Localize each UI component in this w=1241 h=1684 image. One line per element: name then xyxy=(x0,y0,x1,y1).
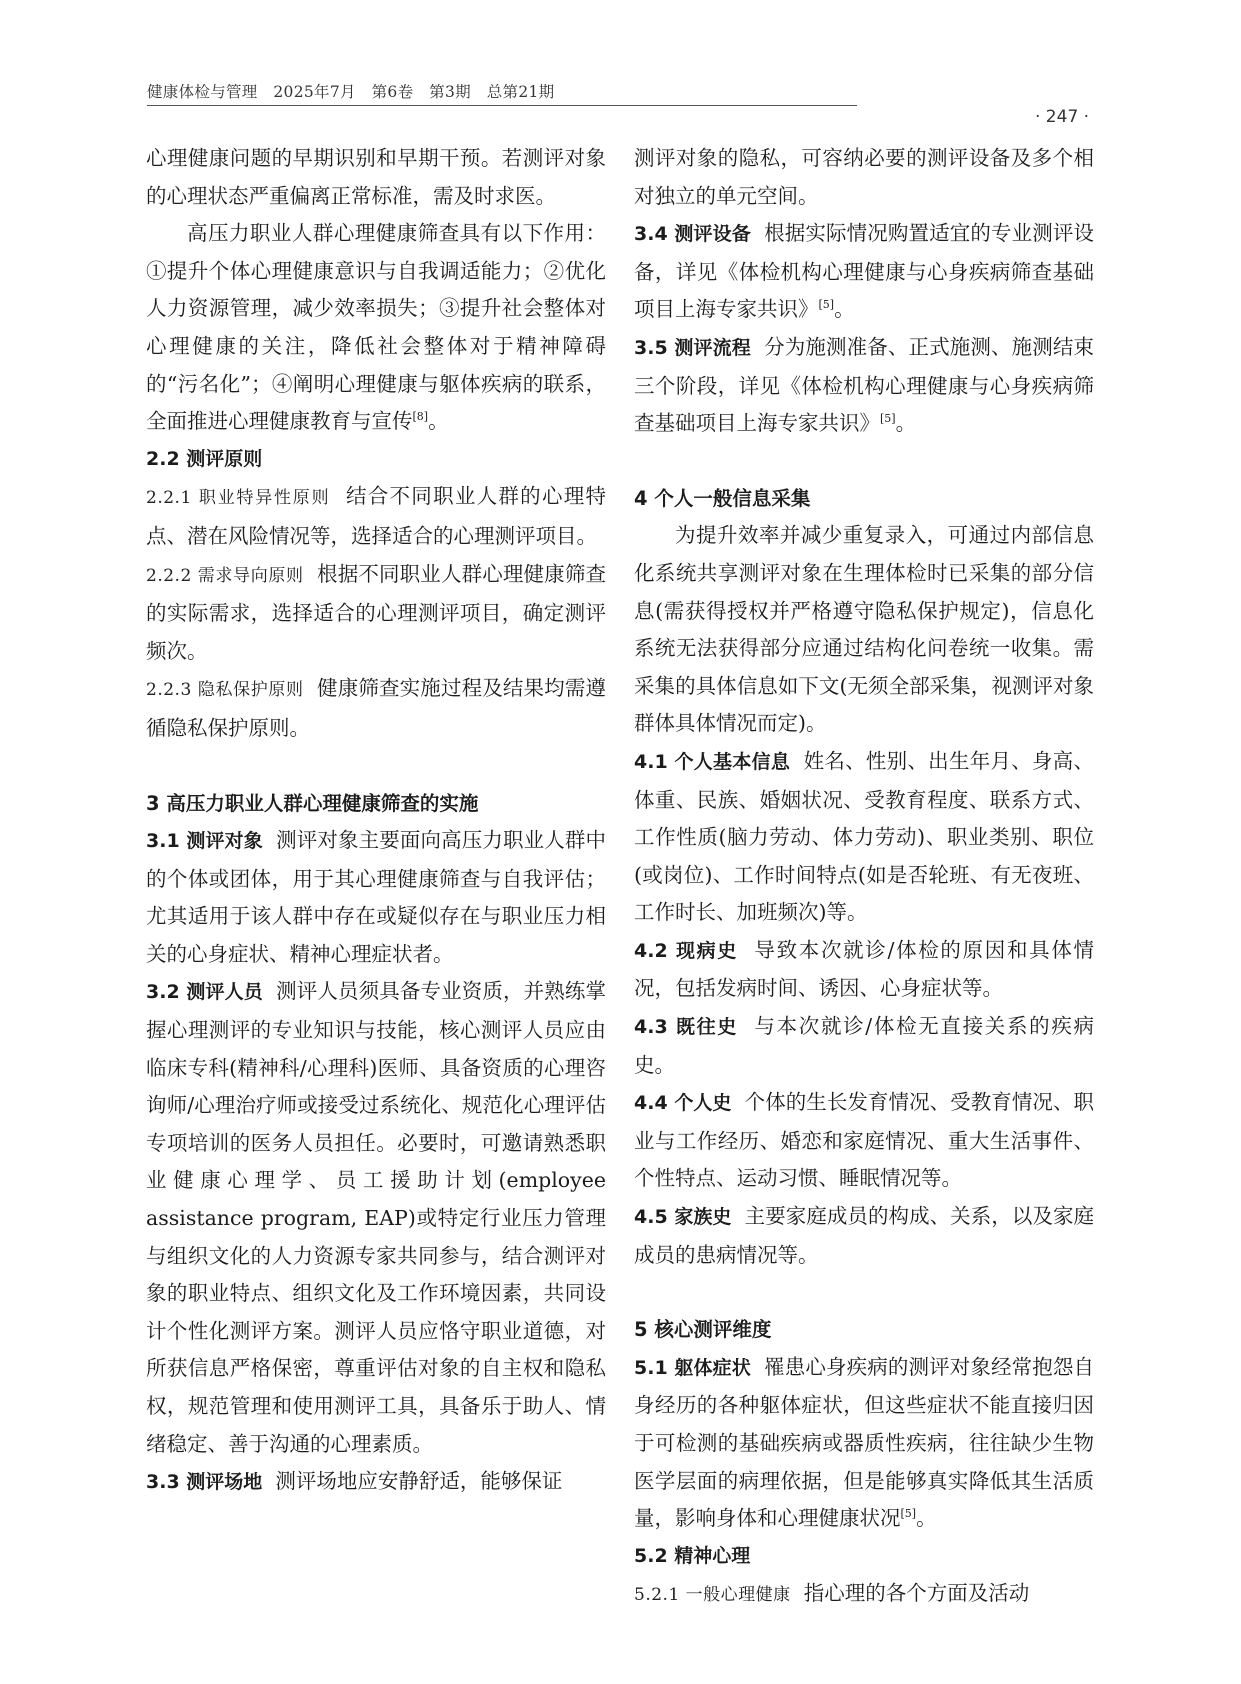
paragraph-5-1 xyxy=(634,1349,1094,1538)
paragraph-4-4 xyxy=(634,1084,1094,1198)
run-in-heading: 3.2 测评人员 xyxy=(146,981,263,1004)
paragraph-intro-cont: 心理健康问题的早期识别和早期干预。若测评对象的心理状态严重偏离正常标准，需及时求医。 xyxy=(146,146,606,208)
run-in-heading: 3.3 测评场地 xyxy=(146,1471,263,1494)
paragraph-3-5 xyxy=(634,329,1094,443)
spacer xyxy=(634,443,1094,480)
text: 结合不同职业人群的心理特点、潜在风险情况等，选择适合的心理测评项目。 xyxy=(146,484,606,548)
text: 根据实际情况购置适宜的专业测评设备，详见《体检机构心理健康与心身疾病筛查基础项目上海专家共识》 xyxy=(634,221,1094,322)
paragraph-2-2-2 xyxy=(146,556,606,671)
right-column xyxy=(634,140,1094,1615)
text: 健康筛查实施过程及结果均需遵循隐私保护原则。 xyxy=(146,676,606,740)
paragraph-4-5 xyxy=(634,1198,1094,1274)
subsection-label: 5.2.1 一般心理健康 xyxy=(634,1585,791,1606)
run-in-heading: 3.4 测评设备 xyxy=(634,223,751,246)
subsection-label: 2.2.3 隐私保护原则 xyxy=(146,680,304,701)
section-heading-3: 3 高压力职业人群心理健康筛查的实施 xyxy=(146,791,479,815)
text: 测评对象主要面向高压力职业人群中的个体或团体，用于其心理健康筛查与自我评估；尤其适用于该人群中存在或疑似存在与职业压力相关的心身症状、精神心理症状者。 xyxy=(146,828,606,966)
subsection-label: 2.2.1 职业特异性原则 xyxy=(146,488,331,509)
text: 个体的生长发育情况、受教育情况、职业与工作经历、婚恋和家庭情况、重大生活事件、个性特点、运动习惯、睡眠情况等。 xyxy=(634,1090,1094,1191)
text: 。 xyxy=(428,409,449,434)
text: 指心理的各个方面及活动 xyxy=(803,1581,1030,1606)
paragraph-4-2 xyxy=(634,932,1094,1008)
run-in-heading: 4.3 既往史 xyxy=(634,1016,738,1039)
paragraph-2-2-1 xyxy=(146,478,606,555)
left-column xyxy=(146,140,606,1502)
citation: [5] xyxy=(818,298,835,312)
text: 测评场地应安静舒适，能够保证 xyxy=(275,1469,563,1494)
citation: [5] xyxy=(880,412,896,426)
paragraph-4-3 xyxy=(634,1008,1094,1084)
paragraph-screening-roles xyxy=(146,215,606,441)
citation: [8] xyxy=(412,410,429,424)
run-in-heading: 3.1 测评对象 xyxy=(146,830,263,853)
page-number: · 247 · xyxy=(1035,107,1090,127)
running-head: 健康体检与管理 2025年7月 第6卷 第3期 总第21期 xyxy=(147,83,555,101)
paragraph-3-3-cont: 测评对象的隐私，可容纳必要的测评设备及多个相对独立的单元空间。 xyxy=(634,146,1094,208)
subsection-label: 2.2.2 需求导向原则 xyxy=(146,565,304,586)
section-heading-5-2: 5.2 精神心理 xyxy=(634,1544,751,1567)
paragraph-4-1 xyxy=(634,743,1094,932)
paragraph-2-2-3 xyxy=(146,670,606,747)
text: 分为施测准备、正式施测、施测结束三个阶段，详见《体检机构心理健康与心身疾病筛查基础项目上海专家共识》 xyxy=(634,334,1094,436)
paragraph-3-3 xyxy=(146,1463,606,1502)
text: 测评人员须具备专业资质，并熟练掌握心理测评的专业知识与技能，核心测评人员应由临床专科(精神科/心理科)医师、具备资质的心理咨询师/心理治疗师或接受过系统化、规范化心理评估专项培训的医务人员担任。必要时，可邀请熟悉职业健康心理学、员工援助计划(employee assistance program, EAP)或特定行业压力管理与组织文化的人力资源专家共同参与，结合测评对象的职业特点、组织文化及工作环境因素，共同设计个性化测评方案。测评人员应恪守职业道德，对所获信息严格保密，尊重评估对象的自主权和隐私权，规范管理和使用测评工具，具备乐于助人、情绪稳定、善于沟通的心理素质。 xyxy=(146,979,606,1456)
paragraph-4: 为提升效率并减少重复录入，可通过内部信息化系统共享测评对象在生理体检时已采集的部分信息(需获得授权并严格遵守隐私保护规定)，信息化系统无法获得部分应通过结构化问卷统一收集。需采集的具体信息如下文(无须全部采集，视测评对象群体具体情况而定)。 xyxy=(634,523,1094,736)
spacer xyxy=(634,1274,1094,1311)
text: 罹患心身疾病的测评对象经常抱怨自身经历的各种躯体症状，但这些症状不能直接归因于可检测的基础疾病或器质性疾病，往往缺少生物医学层面的病理依据，但是能够真实降低其生活质量，影响身体和心理健康状况 xyxy=(634,1354,1094,1531)
paragraph-5-2-1 xyxy=(634,1575,1094,1615)
run-in-heading: 5.1 躯体症状 xyxy=(634,1356,751,1379)
header-rule xyxy=(147,105,857,106)
run-in-heading: 3.5 测评流程 xyxy=(634,336,751,359)
spacer xyxy=(146,748,606,785)
run-in-heading: 4.1 个人基本信息 xyxy=(634,750,791,773)
text: 。 xyxy=(834,297,855,322)
text: 根据不同职业人群心理健康筛查的实际需求，选择适合的心理测评项目，确定测评频次。 xyxy=(146,561,606,663)
section-heading-2-2: 2.2 测评原则 xyxy=(146,447,263,470)
text: 主要家庭成员的构成、关系，以及家庭成员的患病情况等。 xyxy=(634,1204,1094,1267)
text: 高压力职业人群心理健康筛查具有以下作用：①提升个体心理健康意识与自我调适能力；②优化人力资源管理，减少效率损失；③提升社会整体对心理健康的关注，降低社会整体对于精神障碍的“污名化”；④阐明心理健康与躯体疾病的联系，全面推进心理健康教育与宣传 xyxy=(146,221,606,434)
paragraph-3-4 xyxy=(634,215,1094,329)
run-in-heading: 4.5 家族史 xyxy=(634,1206,732,1229)
run-in-heading: 4.2 现病史 xyxy=(634,939,738,962)
text: 与本次就诊/体检无直接关系的疾病史。 xyxy=(634,1014,1095,1077)
section-heading-5: 5 核心测评维度 xyxy=(634,1318,772,1342)
text: 姓名、性别、出生年月、身高、体重、民族、婚姻状况、受教育程度、联系方式、工作性质(脑力劳动、体力劳动)、职业类别、职位(或岗位)、工作时间特点(如是否轮班、有无夜班、工作时长、加班频次)等。 xyxy=(634,748,1094,925)
text: 导致本次就诊/体检的原因和具体情况，包括发病时间、诱因、心身症状等。 xyxy=(634,937,1095,1001)
citation: [5] xyxy=(900,1507,917,1521)
text: 。 xyxy=(916,1506,937,1531)
paragraph-3-2 xyxy=(146,973,606,1463)
text: 。 xyxy=(895,411,917,436)
section-heading-4: 4 个人一般信息采集 xyxy=(634,486,811,510)
run-in-heading: 4.4 个人史 xyxy=(634,1092,732,1115)
paragraph-3-1 xyxy=(146,822,606,973)
